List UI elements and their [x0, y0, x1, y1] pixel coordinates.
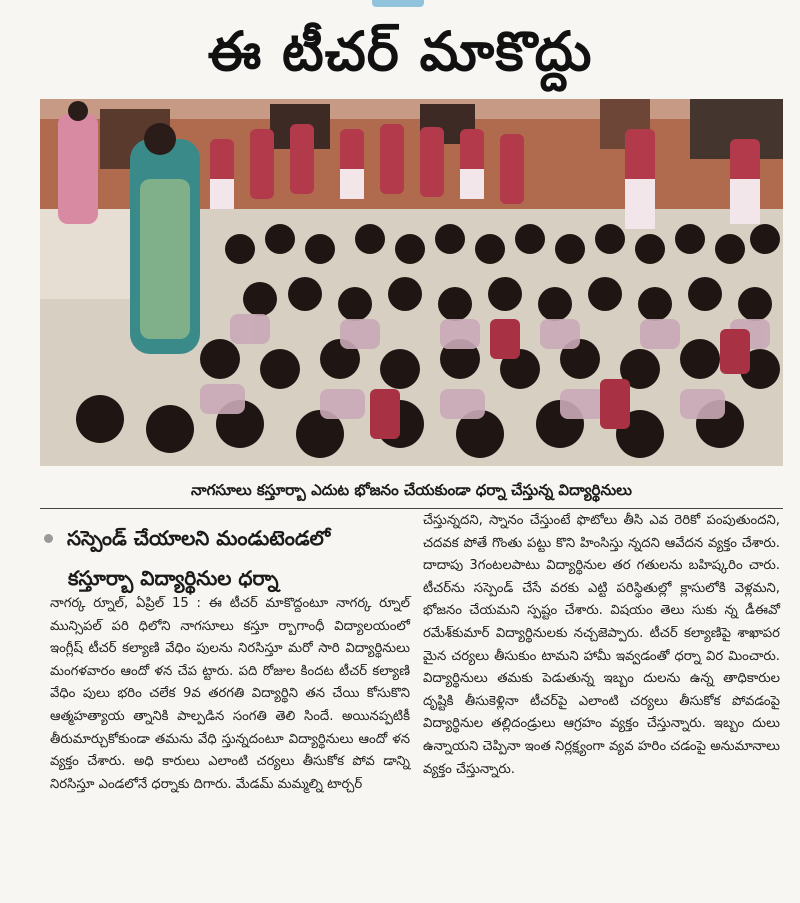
headline: ఈ టీచర్ మాకొద్దు	[207, 20, 593, 83]
subheadline	[40, 518, 410, 598]
protest-photo-illustration	[40, 99, 783, 466]
subheadline-line-2: కస్తూర్బా విద్యార్థినుల ధర్నా	[68, 566, 279, 590]
photo-caption: నాగసూలు కస్తూర్బా ఎదుట భోజనం చేయకుండా ధర్నా చేస్తున్న విద్యార్థినులు	[40, 472, 783, 509]
news-photo	[40, 99, 783, 466]
article-column-right: చేస్తున్నదని, స్నానం చేస్తుంటే ఫొటోలు తీసి ఎవ రెరికో పంపుతుందని, చదవక పోతే గొంతు పట్టు కొని హింసిస్తు న్నదని ఆవేదన వ్యక్తం చేశారు. దాదాపు 3గంటలపాటు విద్యార్థినుల తర గతులను బహిష్కరిం చారు. టీచర్‌ను సస్పెండ్ చేసే వరకు ఎట్టి పరిస్థితుల్లో క్లాసులోకి వెళ్లమని, భోజనం చేయమని స్పష్టం చేశారు. విషయం తెలు సుకు న్న డీఈవో రమేశ్‌కుమార్ విద్యార్థినులకు నచ్చజెప్పారు. టీచర్ కల్యాణిపై శాఖాపర మైన చర్యలు తీసుకుం టామని హామీ ఇవ్వడంతో ధర్నా విర మించారు. విద్యార్థినులు తమకు పెడుతున్న ఇబ్బం దులను ఉన్న తాధికారుల దృష్టికి తీసుకెళ్లినా టీచర్‌పై ఎలాంటి చర్యలు తీసుకోక పోవడంపై విద్యార్థినుల తల్లిదండ్రులు ఆగ్రహం వ్యక్తం చేస్తున్నారు. ఇబ్బం దులు ఉన్నాయని చెప్పినా ఇంత నిర్లక్ష్యంగా వ్యవ హరిం చడంపై అనుమానాలు వ్యక్తం చేస్తున్నారు.	[423, 513, 780, 777]
bullet-icon	[44, 534, 53, 543]
article-column-left: నాగర్క ర్నూల్, ఏప్రిల్ 15 : ఈ టీచర్ మాకొద్దంటూ నాగర్క ర్నూల్ మున్సిపల్ పరి ధిలోని నాగసూలు కస్తూ ర్బాగాంధీ విద్యాలయంలో ఇంగ్లీష్ టీచర్ కల్యాణి వేధిం పులను నిరసిస్తూ మరో సారి విద్యార్థినులు మంగళవారం ఆందో ళన చేప ట్టారు. పది రోజుల కిందట టీచర్ కల్యాణి వేధిం పులు భరిం చలేక 9వ తరగతి విద్యార్థిని తన చేయి కోసుకొని ఆత్మహత్యాయ త్నానికి పాల్పడిన సంగతి తెలి సిందే. అయినప్పటికీ తీరుమార్చుకోకుండా తమను వేధి స్తున్నదంటూ విద్యార్థినులు ఆందో ళన వ్యక్తం చేశారు. అధి కారులు ఎలాంటి చర్యలు తీసుకోక పోవ డాన్ని నిరసిస్తూ ఎండలోనే ధర్నాకు దిగారు. మేడమ్ మమ్మల్ని టార్చర్	[50, 596, 410, 792]
section-tab-mark	[372, 0, 424, 7]
subheadline-line-1: సస్పెండ్ చేయాలని మండుటెండలో	[67, 526, 331, 550]
